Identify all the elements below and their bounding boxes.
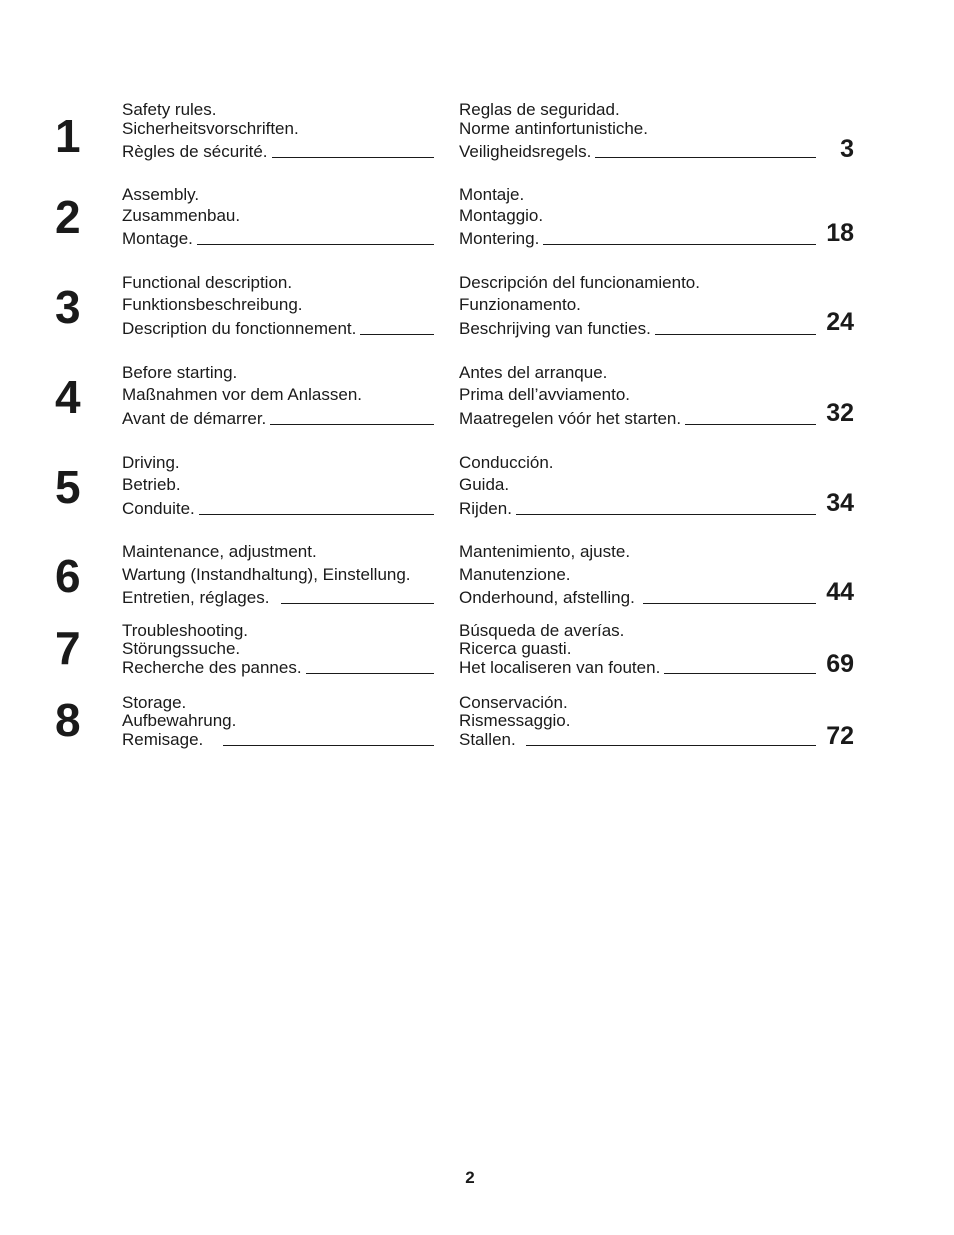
toc-left-column <box>122 361 434 428</box>
title-de: Maßnahmen vor dem Anlassen. <box>122 385 363 404</box>
toc-right-column <box>459 271 816 338</box>
toc-left-column <box>122 184 434 248</box>
toc-right-column <box>459 361 816 428</box>
title-de: Zusammenbau. <box>122 206 241 225</box>
page-number-link[interactable]: 3 <box>840 135 854 163</box>
title-en: Safety rules. <box>122 100 217 119</box>
toc-right-column <box>459 693 816 749</box>
title-it: Rismessaggio. <box>459 711 571 730</box>
toc-right-column <box>459 621 816 677</box>
page-number-link[interactable]: 72 <box>826 722 854 750</box>
leader-rule <box>306 673 434 674</box>
title-it: Montaggio. <box>459 206 544 225</box>
page-number-link[interactable]: 24 <box>826 308 854 336</box>
title-de: Aufbewahrung. <box>122 711 237 730</box>
section-number: 6 <box>55 550 81 602</box>
title-it: Ricerca guasti. <box>459 639 572 658</box>
title-it: Funzionamento. <box>459 295 581 314</box>
title-es: Montaje. <box>459 185 525 204</box>
footer-page-number: 2 <box>465 1168 475 1187</box>
title-es: Conducción. <box>459 453 554 472</box>
leader-rule <box>643 603 816 604</box>
page-number-link[interactable]: 18 <box>826 219 854 247</box>
title-de: Wartung (Instandhaltung), Einstellung. <box>122 565 411 584</box>
section-number: 4 <box>55 371 81 423</box>
title-fr: Recherche des pannes. <box>122 658 302 677</box>
title-fr: Conduite. <box>122 499 195 518</box>
title-es: Reglas de seguridad. <box>459 100 620 119</box>
title-fr: Description du fonctionnement. <box>122 319 357 338</box>
leader-rule <box>516 514 816 515</box>
title-en: Driving. <box>122 453 180 472</box>
leader-rule <box>526 745 816 746</box>
toc-left-column <box>122 621 434 677</box>
leader-rule <box>595 157 816 158</box>
leader-rule <box>655 334 816 335</box>
leader-rule <box>270 424 434 425</box>
title-de: Sicherheitsvorschriften. <box>122 119 299 138</box>
page-number-link[interactable]: 44 <box>826 578 854 606</box>
section-number: 3 <box>55 281 81 333</box>
title-de: Betrieb. <box>122 475 181 494</box>
title-en: Before starting. <box>122 363 238 382</box>
leader-rule <box>685 424 816 425</box>
section-number: 7 <box>55 622 81 674</box>
title-en: Assembly. <box>122 185 200 204</box>
page-number-link[interactable]: 69 <box>826 650 854 678</box>
title-es: Descripción del funcionamiento. <box>459 273 700 292</box>
leader-rule <box>360 334 434 335</box>
title-es: Mantenimiento, ajuste. <box>459 542 631 561</box>
toc-left-column <box>122 101 434 161</box>
title-nl: Veiligheidsregels. <box>459 142 592 161</box>
section-number: 1 <box>55 110 81 162</box>
leader-rule <box>223 745 434 746</box>
toc-left-column <box>122 693 434 749</box>
toc-left-column <box>122 271 434 338</box>
leader-rule <box>281 603 434 604</box>
title-fr: Avant de démarrer. <box>122 409 267 428</box>
page-number-link[interactable]: 32 <box>826 399 854 427</box>
title-it: Prima dell’avviamento. <box>459 385 631 404</box>
title-nl: Onderhound, afstelling. <box>459 588 635 607</box>
title-en: Troubleshooting. <box>122 621 249 640</box>
title-nl: Rijden. <box>459 499 512 518</box>
toc-right-column <box>459 451 816 518</box>
title-es: Antes del arranque. <box>459 363 608 382</box>
section-number: 8 <box>55 694 81 746</box>
leader-rule <box>199 514 434 515</box>
title-nl: Montering. <box>459 229 540 248</box>
toc-right-column <box>459 184 816 248</box>
title-de: Störungssuche. <box>122 639 241 658</box>
page-number-link[interactable]: 34 <box>826 489 854 517</box>
title-en: Storage. <box>122 693 187 712</box>
leader-rule <box>197 244 434 245</box>
title-en: Functional description. <box>122 273 293 292</box>
section-number: 5 <box>55 461 81 513</box>
leader-rule <box>664 673 816 674</box>
title-fr: Règles de sécurité. <box>122 142 268 161</box>
section-number: 2 <box>55 191 81 243</box>
toc-right-column <box>459 540 816 607</box>
title-it: Guida. <box>459 475 510 494</box>
title-en: Maintenance, adjustment. <box>122 542 317 561</box>
title-nl: Beschrijving van functies. <box>459 319 651 338</box>
leader-rule <box>543 244 816 245</box>
title-nl: Stallen. <box>459 730 516 749</box>
toc-right-column <box>459 101 816 161</box>
title-es: Conservación. <box>459 693 568 712</box>
title-de: Funktionsbeschreibung. <box>122 295 303 314</box>
leader-rule <box>272 157 434 158</box>
title-nl: Maatregelen vóór het starten. <box>459 409 682 428</box>
title-nl: Het localiseren van fouten. <box>459 658 661 677</box>
title-it: Manutenzione. <box>459 565 571 584</box>
title-it: Norme antinfortunistiche. <box>459 119 648 138</box>
title-es: Búsqueda de averías. <box>459 621 625 640</box>
title-fr: Entretien, réglages. <box>122 588 270 607</box>
toc-left-column <box>122 451 434 518</box>
toc-left-column <box>122 540 434 607</box>
title-fr: Montage. <box>122 229 193 248</box>
title-fr: Remisage. <box>122 730 204 749</box>
